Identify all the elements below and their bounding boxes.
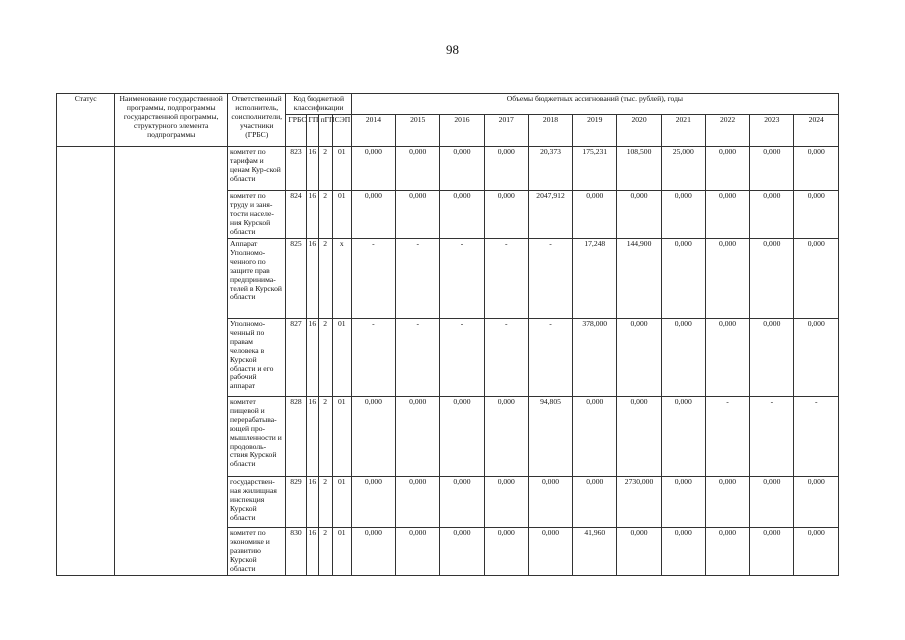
value-cell: 0,000 <box>750 238 794 318</box>
value-cell: 0,000 <box>484 396 528 476</box>
value-cell: 108,500 <box>617 147 661 191</box>
value-cell: 0,000 <box>573 476 617 527</box>
code-cell: 2 <box>318 318 332 396</box>
executor-cell: комитет по тарифам и ценам Кур-ской области <box>228 147 286 191</box>
budget-table <box>56 93 839 576</box>
header-year: 2019 <box>573 115 617 147</box>
executor-cell: государствен-ная жилищная инспекция Курской области <box>228 476 286 527</box>
value-cell: - <box>528 238 572 318</box>
header-year: 2024 <box>794 115 839 147</box>
value-cell: 378,000 <box>573 318 617 396</box>
value-cell: - <box>440 318 484 396</box>
code-cell: 16 <box>306 238 318 318</box>
code-cell: 16 <box>306 476 318 527</box>
code-cell: 824 <box>286 191 306 239</box>
code-cell: 2 <box>318 396 332 476</box>
value-cell: 0,000 <box>661 527 705 575</box>
value-cell: 0,000 <box>351 527 395 575</box>
value-cell: 0,000 <box>705 191 749 239</box>
code-cell: 2 <box>318 147 332 191</box>
value-cell: 0,000 <box>617 396 661 476</box>
table-row <box>57 147 839 191</box>
value-cell: 0,000 <box>794 476 839 527</box>
value-cell: - <box>396 318 440 396</box>
code-cell: 828 <box>286 396 306 476</box>
value-cell: 0,000 <box>705 238 749 318</box>
value-cell: 94,805 <box>528 396 572 476</box>
page-number: 98 <box>446 42 459 57</box>
code-cell: 2 <box>318 238 332 318</box>
header-year: 2022 <box>705 115 749 147</box>
value-cell: 0,000 <box>528 527 572 575</box>
code-cell: 2 <box>318 527 332 575</box>
value-cell: 0,000 <box>794 238 839 318</box>
value-cell: 0,000 <box>661 238 705 318</box>
value-cell: 0,000 <box>661 476 705 527</box>
executor-cell: Уполномо-ченный по правам человека в Курской области и его рабочий аппарат <box>228 318 286 396</box>
header-year: 2014 <box>351 115 395 147</box>
value-cell: - <box>528 318 572 396</box>
value-cell: 0,000 <box>794 191 839 239</box>
code-cell: 01 <box>332 476 351 527</box>
value-cell: 175,231 <box>573 147 617 191</box>
header-code-0: ГРБС <box>286 115 306 147</box>
value-cell: 0,000 <box>351 191 395 239</box>
executor-cell: комитет по экономике и развитию Курской области <box>228 527 286 575</box>
value-cell: 0,000 <box>440 396 484 476</box>
header-volume-group: Объемы бюджетных ассигнований (тыс. рублей), годы <box>351 94 838 115</box>
code-cell: 16 <box>306 318 318 396</box>
code-cell: 16 <box>306 396 318 476</box>
executor-cell: Аппарат Уполномо-ченного по защите прав предпринима-телей в Курской области <box>228 238 286 318</box>
code-cell: 01 <box>332 191 351 239</box>
code-cell: 830 <box>286 527 306 575</box>
value-cell: 0,000 <box>573 191 617 239</box>
header-code-2: пГП <box>318 115 332 147</box>
header-year: 2023 <box>750 115 794 147</box>
value-cell: 0,000 <box>705 527 749 575</box>
value-cell: 0,000 <box>528 476 572 527</box>
code-cell: 01 <box>332 147 351 191</box>
value-cell: 0,000 <box>484 476 528 527</box>
value-cell: 17,248 <box>573 238 617 318</box>
value-cell: 0,000 <box>484 191 528 239</box>
value-cell: 0,000 <box>396 476 440 527</box>
value-cell: 0,000 <box>440 476 484 527</box>
value-cell: 0,000 <box>351 147 395 191</box>
code-cell: 825 <box>286 238 306 318</box>
code-cell: х <box>332 238 351 318</box>
value-cell: 0,000 <box>617 191 661 239</box>
value-cell: 0,000 <box>661 318 705 396</box>
code-cell: 827 <box>286 318 306 396</box>
status-cell <box>57 147 115 576</box>
code-cell: 16 <box>306 527 318 575</box>
value-cell: 0,000 <box>617 527 661 575</box>
value-cell: - <box>351 318 395 396</box>
value-cell: - <box>440 238 484 318</box>
executor-cell: комитет по труду и заня-тости населе-ния Курской области <box>228 191 286 239</box>
value-cell: 0,000 <box>484 147 528 191</box>
value-cell: 2730,000 <box>617 476 661 527</box>
value-cell: 0,000 <box>440 527 484 575</box>
value-cell: 0,000 <box>705 147 749 191</box>
code-cell: 2 <box>318 476 332 527</box>
value-cell: 0,000 <box>661 191 705 239</box>
value-cell: 20,373 <box>528 147 572 191</box>
value-cell: 0,000 <box>396 527 440 575</box>
value-cell: 0,000 <box>705 476 749 527</box>
code-cell: 01 <box>332 527 351 575</box>
header-year: 2015 <box>396 115 440 147</box>
value-cell: 0,000 <box>484 527 528 575</box>
value-cell: 0,000 <box>705 318 749 396</box>
value-cell: 0,000 <box>440 147 484 191</box>
value-cell: 0,000 <box>351 396 395 476</box>
value-cell: - <box>396 238 440 318</box>
code-cell: 829 <box>286 476 306 527</box>
value-cell: - <box>705 396 749 476</box>
value-cell: 0,000 <box>396 191 440 239</box>
value-cell: 0,000 <box>573 396 617 476</box>
value-cell: 0,000 <box>750 318 794 396</box>
header-status: Статус <box>57 94 115 147</box>
program-name-cell <box>115 147 228 576</box>
header-executor: Ответственный исполнитель, соисполнители, участники (ГРБС) <box>228 94 286 147</box>
value-cell: 0,000 <box>351 476 395 527</box>
code-cell: 16 <box>306 191 318 239</box>
value-cell: 41,960 <box>573 527 617 575</box>
value-cell: 0,000 <box>617 318 661 396</box>
value-cell: - <box>484 318 528 396</box>
header-year: 2021 <box>661 115 705 147</box>
value-cell: 0,000 <box>794 318 839 396</box>
header-code-1: ГП <box>306 115 318 147</box>
value-cell: - <box>484 238 528 318</box>
code-cell: 823 <box>286 147 306 191</box>
value-cell: - <box>351 238 395 318</box>
value-cell: 0,000 <box>396 147 440 191</box>
header-code-3: СЭП <box>332 115 351 147</box>
header-year: 2020 <box>617 115 661 147</box>
header-budget-code-group: Код бюджетной классификации <box>286 94 351 115</box>
value-cell: 0,000 <box>750 191 794 239</box>
header-year: 2017 <box>484 115 528 147</box>
executor-cell: комитет пищевой и перерабатыва-ющей про-мышленности и продоволь-ствия Курской области <box>228 396 286 476</box>
value-cell: 0,000 <box>794 527 839 575</box>
value-cell: 25,000 <box>661 147 705 191</box>
header-year: 2016 <box>440 115 484 147</box>
value-cell: 0,000 <box>396 396 440 476</box>
value-cell: - <box>794 396 839 476</box>
value-cell: 0,000 <box>794 147 839 191</box>
value-cell: 144,900 <box>617 238 661 318</box>
value-cell: 0,000 <box>750 476 794 527</box>
value-cell: 0,000 <box>440 191 484 239</box>
value-cell: 2047,912 <box>528 191 572 239</box>
code-cell: 16 <box>306 147 318 191</box>
code-cell: 2 <box>318 191 332 239</box>
code-cell: 01 <box>332 318 351 396</box>
header-program-name: Наименование государственной программы, подпрограммы государственной программы, структурного элемента подпрограммы <box>115 94 228 147</box>
code-cell: 01 <box>332 396 351 476</box>
value-cell: 0,000 <box>661 396 705 476</box>
value-cell: 0,000 <box>750 147 794 191</box>
value-cell: 0,000 <box>750 527 794 575</box>
value-cell: - <box>750 396 794 476</box>
header-year: 2018 <box>528 115 572 147</box>
